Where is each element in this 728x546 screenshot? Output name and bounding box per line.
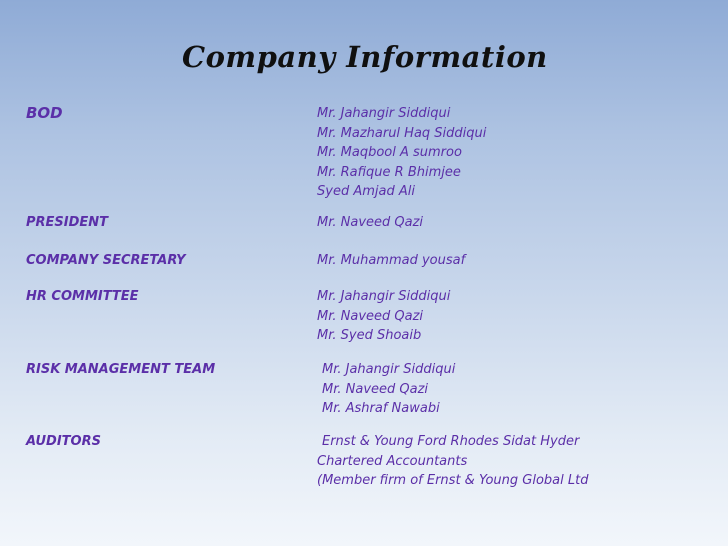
list-item: Mr. Naveed Qazi [317, 215, 424, 230]
list-item: Mr. Maqbool A sumroo [317, 145, 462, 160]
risk-management-team-names-list [317, 360, 455, 419]
list-item: Syed Amjad Ali [317, 184, 415, 199]
hr-committee-names-list [317, 287, 450, 346]
president-names-list [317, 213, 423, 233]
list-item: Mr. Ashraf Nawabi [322, 401, 440, 416]
list-item: Chartered Accountants [317, 453, 468, 469]
company-secretary-label: COMPANY SECRETARY [26, 253, 186, 268]
list-item: Mr. Naveed Qazi [322, 381, 429, 397]
bod-label: BOD [26, 104, 63, 122]
list-item: Mr. Jahangir Siddiqui [322, 362, 456, 377]
list-item: Mr. Syed Shoaib [317, 328, 422, 343]
list-item: Mr. Mazharul Haq Siddiqui [317, 125, 487, 141]
auditors-label: AUDITORS [26, 434, 101, 449]
list-item: (Member firm of Ernst & Young Global Ltd [317, 473, 589, 488]
president-label: PRESIDENT [26, 215, 109, 230]
list-item: Ernst & Young Ford Rhodes Sidat Hyder [322, 434, 580, 449]
auditors-names-list [317, 432, 588, 491]
risk-management-team-label: RISK MANAGEMENT TEAM [26, 362, 216, 377]
list-item: Mr. Rafique R Bhimjee [317, 164, 461, 180]
hr-committee-label: HR COMMITTEE [26, 289, 139, 304]
page-title: Company Information [182, 40, 548, 74]
list-item: Mr. Muhammad yousaf [317, 253, 466, 268]
bod-names-list [317, 104, 486, 202]
list-item: Mr. Jahangir Siddiqui [317, 106, 451, 121]
company-secretary-names-list [317, 251, 465, 271]
list-item: Mr. Jahangir Siddiqui [317, 289, 451, 304]
list-item: Mr. Naveed Qazi [317, 308, 424, 324]
